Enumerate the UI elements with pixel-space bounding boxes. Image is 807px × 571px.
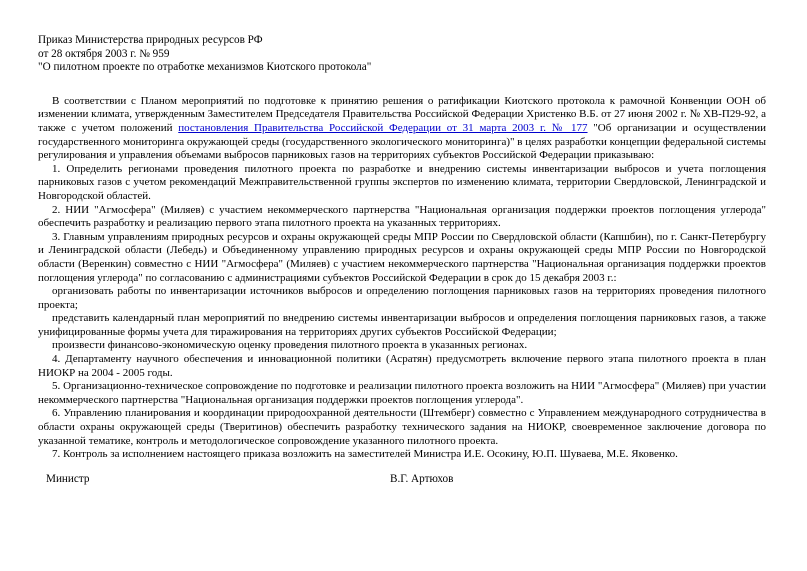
order-item-7: 7. Контроль за исполнением настоящего приказа возложить на заместителей Министра И.Е. Осокину, Ю.П. Шуваева, М.Е. Яковенко. — [52, 448, 678, 461]
order-item-3: 3. Главным управлениям природных ресурсов и охраны окружающей среды МПР России по Свердловской области (Капшбин), по г. Санкт-Петербургу и Ленинградской области (Лебедь) и Объединенному управлению природных ресурсов и охраны окружающей среды МПР России по Новгородской области (Веренкин) совместно с НИИ "Агмосфера" (Миляев) с участием некоммерческого партнерства "Национальная организация поддержки проектов поглощения углерода" по согласованию с администрациями субъектов Российской Федерации в срок до 15 декабря 2003 г.: — [38, 230, 766, 284]
government-resolution-link[interactable]: постановления Правительства Российской Федерации от 31 марта 2003 г. № 177 — [178, 121, 588, 134]
document-date-number: от 28 октября 2003 г. № 959 — [38, 47, 170, 60]
document-header — [38, 34, 766, 75]
intro-text-before-link: В соответствии с Планом мероприятий по подготовке к принятию решения о ратификации Киотского протокола к рамочной Конвенции ООН об изменении климата, утвержденным Заместителем Председателя Правительства Российской Федерации Христенко В.Б. от 27 июня 2002 г. № ХВ-П29-92, а также с учетом положений — [38, 94, 766, 134]
order-item-3-task-assessment: произвести финансово-экономическую оценку проведения пилотного проекта в указанных регионах. — [52, 339, 528, 352]
intro-text-after-link: "Об организации и осуществлении государственного мониторинга окружающей среды (государственного экологического мониторинга)" в целях разработки концепции федеральной системы регулирования и управления объемами выбросов парниковых газов на территориях субъектов Российской Федерации приказываю: — [38, 121, 767, 162]
document-page — [38, 34, 766, 488]
order-item-6: 6. Управлению планирования и координации природоохранной деятельности (Штемберг) совместно с Управлением международного сотрудничества в области охраны окружающей среды (Тверитинов) обеспечить разработку технического задания на НИОКР, своевременное заключение договора по указанной тематике, контроль и методологическое сопровождение указанного пилотного проекта. — [38, 407, 766, 447]
document-subject: "О пилотном проекте по отработке механизмов Киотского протокола" — [38, 61, 372, 74]
signatory-name: В.Г. Артюхов — [390, 472, 454, 485]
signatory-position: Министр — [46, 472, 90, 485]
intro-paragraph — [38, 95, 766, 163]
order-item-4: 4. Департаменту научного обеспечения и инновационной политики (Асратян) предусмотреть включение первого этапа пилотного проекта в план НИОКР на 2004 - 2005 годы. — [38, 353, 766, 379]
signature-block — [38, 472, 766, 488]
order-item-3-task-plan: представить календарный план мероприятий по внедрению системы инвентаризации выбросов и определения поглощения парниковых газов, а также унифицированные формы учета для тиражирования на территориях других субъектов Российской Федерации; — [38, 312, 766, 338]
document-title: Приказ Министерства природных ресурсов РФ — [38, 34, 263, 46]
order-item-3-task-organize: организовать работы по инвентаризации источников выбросов и определению поглощения парниковых газов на территориях проведения пилотного проекта; — [38, 285, 766, 311]
order-item-1: 1. Определить регионами проведения пилотного проекта по разработке и внедрению системы инвентаризации выбросов и учета поглощения парниковых газов с учетом рекомендаций Межправительственной группы экспертов по изменению климата, территории Свердловской, Ленинградской и Новгородской областей. — [38, 162, 766, 202]
order-item-2: 2. НИИ "Агмосфера" (Миляев) с участием некоммерческого партнерства "Национальная организация поддержки проектов поглощения углерода" обеспечить разработку и реализацию первого этапа пилотного проекта на указанных территориях. — [38, 203, 766, 230]
order-item-5: 5. Организационно-техническое сопровождение по подготовке и реализации пилотного проекта возложить на НИИ "Агмосфера" (Миляев) при участии некоммерческого партнерства "Национальная организация поддержки проектов поглощения углерода". — [38, 380, 766, 406]
document-body — [38, 95, 766, 462]
